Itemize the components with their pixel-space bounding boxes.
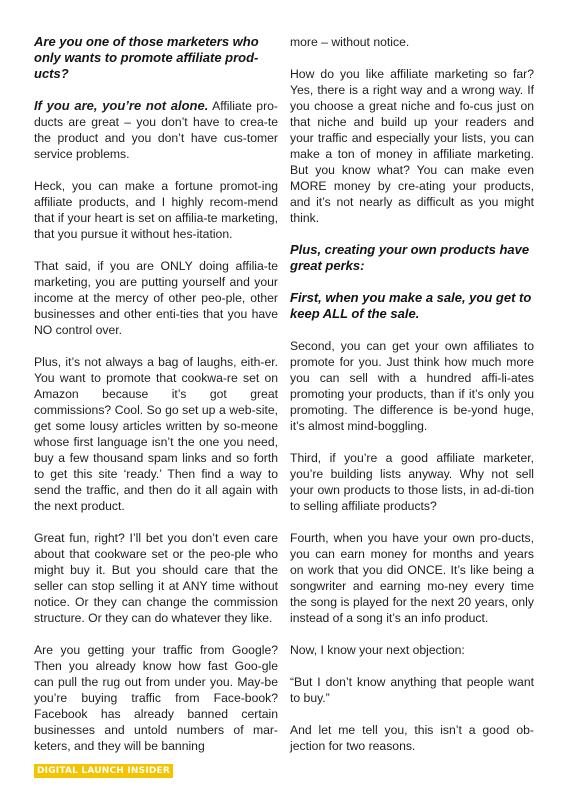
- paragraph-building-lists: Third, if you’re a good affiliate marketer, you’re building lists anyway. Why not sell your own products to those lists, in ad-di-tion to selling affiliate products?: [290, 451, 534, 513]
- left-column: [34, 34, 278, 770]
- paragraph-quote: “But I don’t know anything that people want to buy.”: [290, 675, 534, 705]
- paragraph-two-reasons: And let me tell you, this isn’t a good ob-jection for two reasons.: [290, 723, 534, 753]
- heading-keep-sale: First, when you make a sale, you get to keep ALL of the sale.: [290, 290, 532, 321]
- paragraph-own-affiliates: Second, you can get your own affiliates to promote for you. Just think how much more you can sell with a hundred affi-li-ates promoting your products, than if it’s only you promoting. The difference is be-yond huge, it’s almost mind-boggling.: [290, 339, 534, 433]
- right-column: [290, 34, 534, 770]
- paragraph-not-alone: [34, 98, 278, 162]
- paragraph-not-alone-text: Affiliate pro-ducts are great – you don’t have to crea-te the product and you don’t have cus-tomer service problems.: [34, 99, 278, 161]
- paragraph-right-way: How do you like affiliate marketing so far? Yes, there is a right way and a wrong way. If you choose a great niche and fo-cus just on that niche and build up your readers and your traffic and especially your lists, you can make a ton of money in affiliate marketing. But you know what? You can make even MORE money by cre-ating your products, and it’s not nearly as difficult as you might think.: [290, 67, 534, 225]
- paragraph-fortune: Heck, you can make a fortune promot-ing affiliate products, and I highly recom-mend that if your heart is set on affilia-te marketing, that you pursue it without hes-itation.: [34, 179, 278, 241]
- heading-affiliate-question: Are you one of those marketers who only wants to promote affiliate prod-ucts?: [34, 34, 259, 81]
- lead-not-alone: If you are, you’re not alone.: [34, 98, 209, 113]
- paragraph-without-notice: more – without notice.: [290, 35, 410, 49]
- paragraph-cookware: Plus, it’s not always a bag of laughs, eith-er. You want to promote that cookwa-re set on Amazon because it’s got great commissions? Cool. So go set up a web-site, get some lousy articles written by so-meone whose first language isn’t the one you need, buy a few thousand spam links and so forth to get this site ‘ready.’ Then find a way to send the traffic, and then do it all again with the next product.: [34, 355, 278, 513]
- page-body: [34, 34, 534, 759]
- paragraph-google-traffic: Are you getting your traffic from Google? Then you already know how fast Goo-gle can pull the rug out from under you. May-be you’re buying traffic from Face-book? Facebook has already banned certain businesses and untold numbers of mar-keters, and they will be banning: [34, 643, 278, 753]
- brand-logo: DIGITAL LAUNCH INSIDER: [34, 764, 173, 778]
- paragraph-mercy: That said, if you are ONLY doing affilia-te marketing, you are putting yourself and your income at the mercy of other peo-ple, other businesses and other enti-ties that you have NO control over.: [34, 259, 278, 337]
- paragraph-great-fun: Great fun, right? I’ll bet you don’t even care about that cookware set or the peo-ple who might buy it. But you should care that the seller can stop selling it at ANY time without notice. Or they can change the commission structure. Or they can do whatever they like.: [34, 531, 278, 625]
- paragraph-next-objection: Now, I know your next objection:: [290, 643, 465, 657]
- paragraph-earn-money: Fourth, when you have your own pro-ducts, you can earn money for months and years on work that you did ONCE. It’s like being a songwriter and earning mo-ney every time the song is played for the next 20 years, only instead of a song it’s an info product.: [290, 531, 534, 625]
- heading-great-perks: Plus, creating your own products have great perks:: [290, 242, 530, 273]
